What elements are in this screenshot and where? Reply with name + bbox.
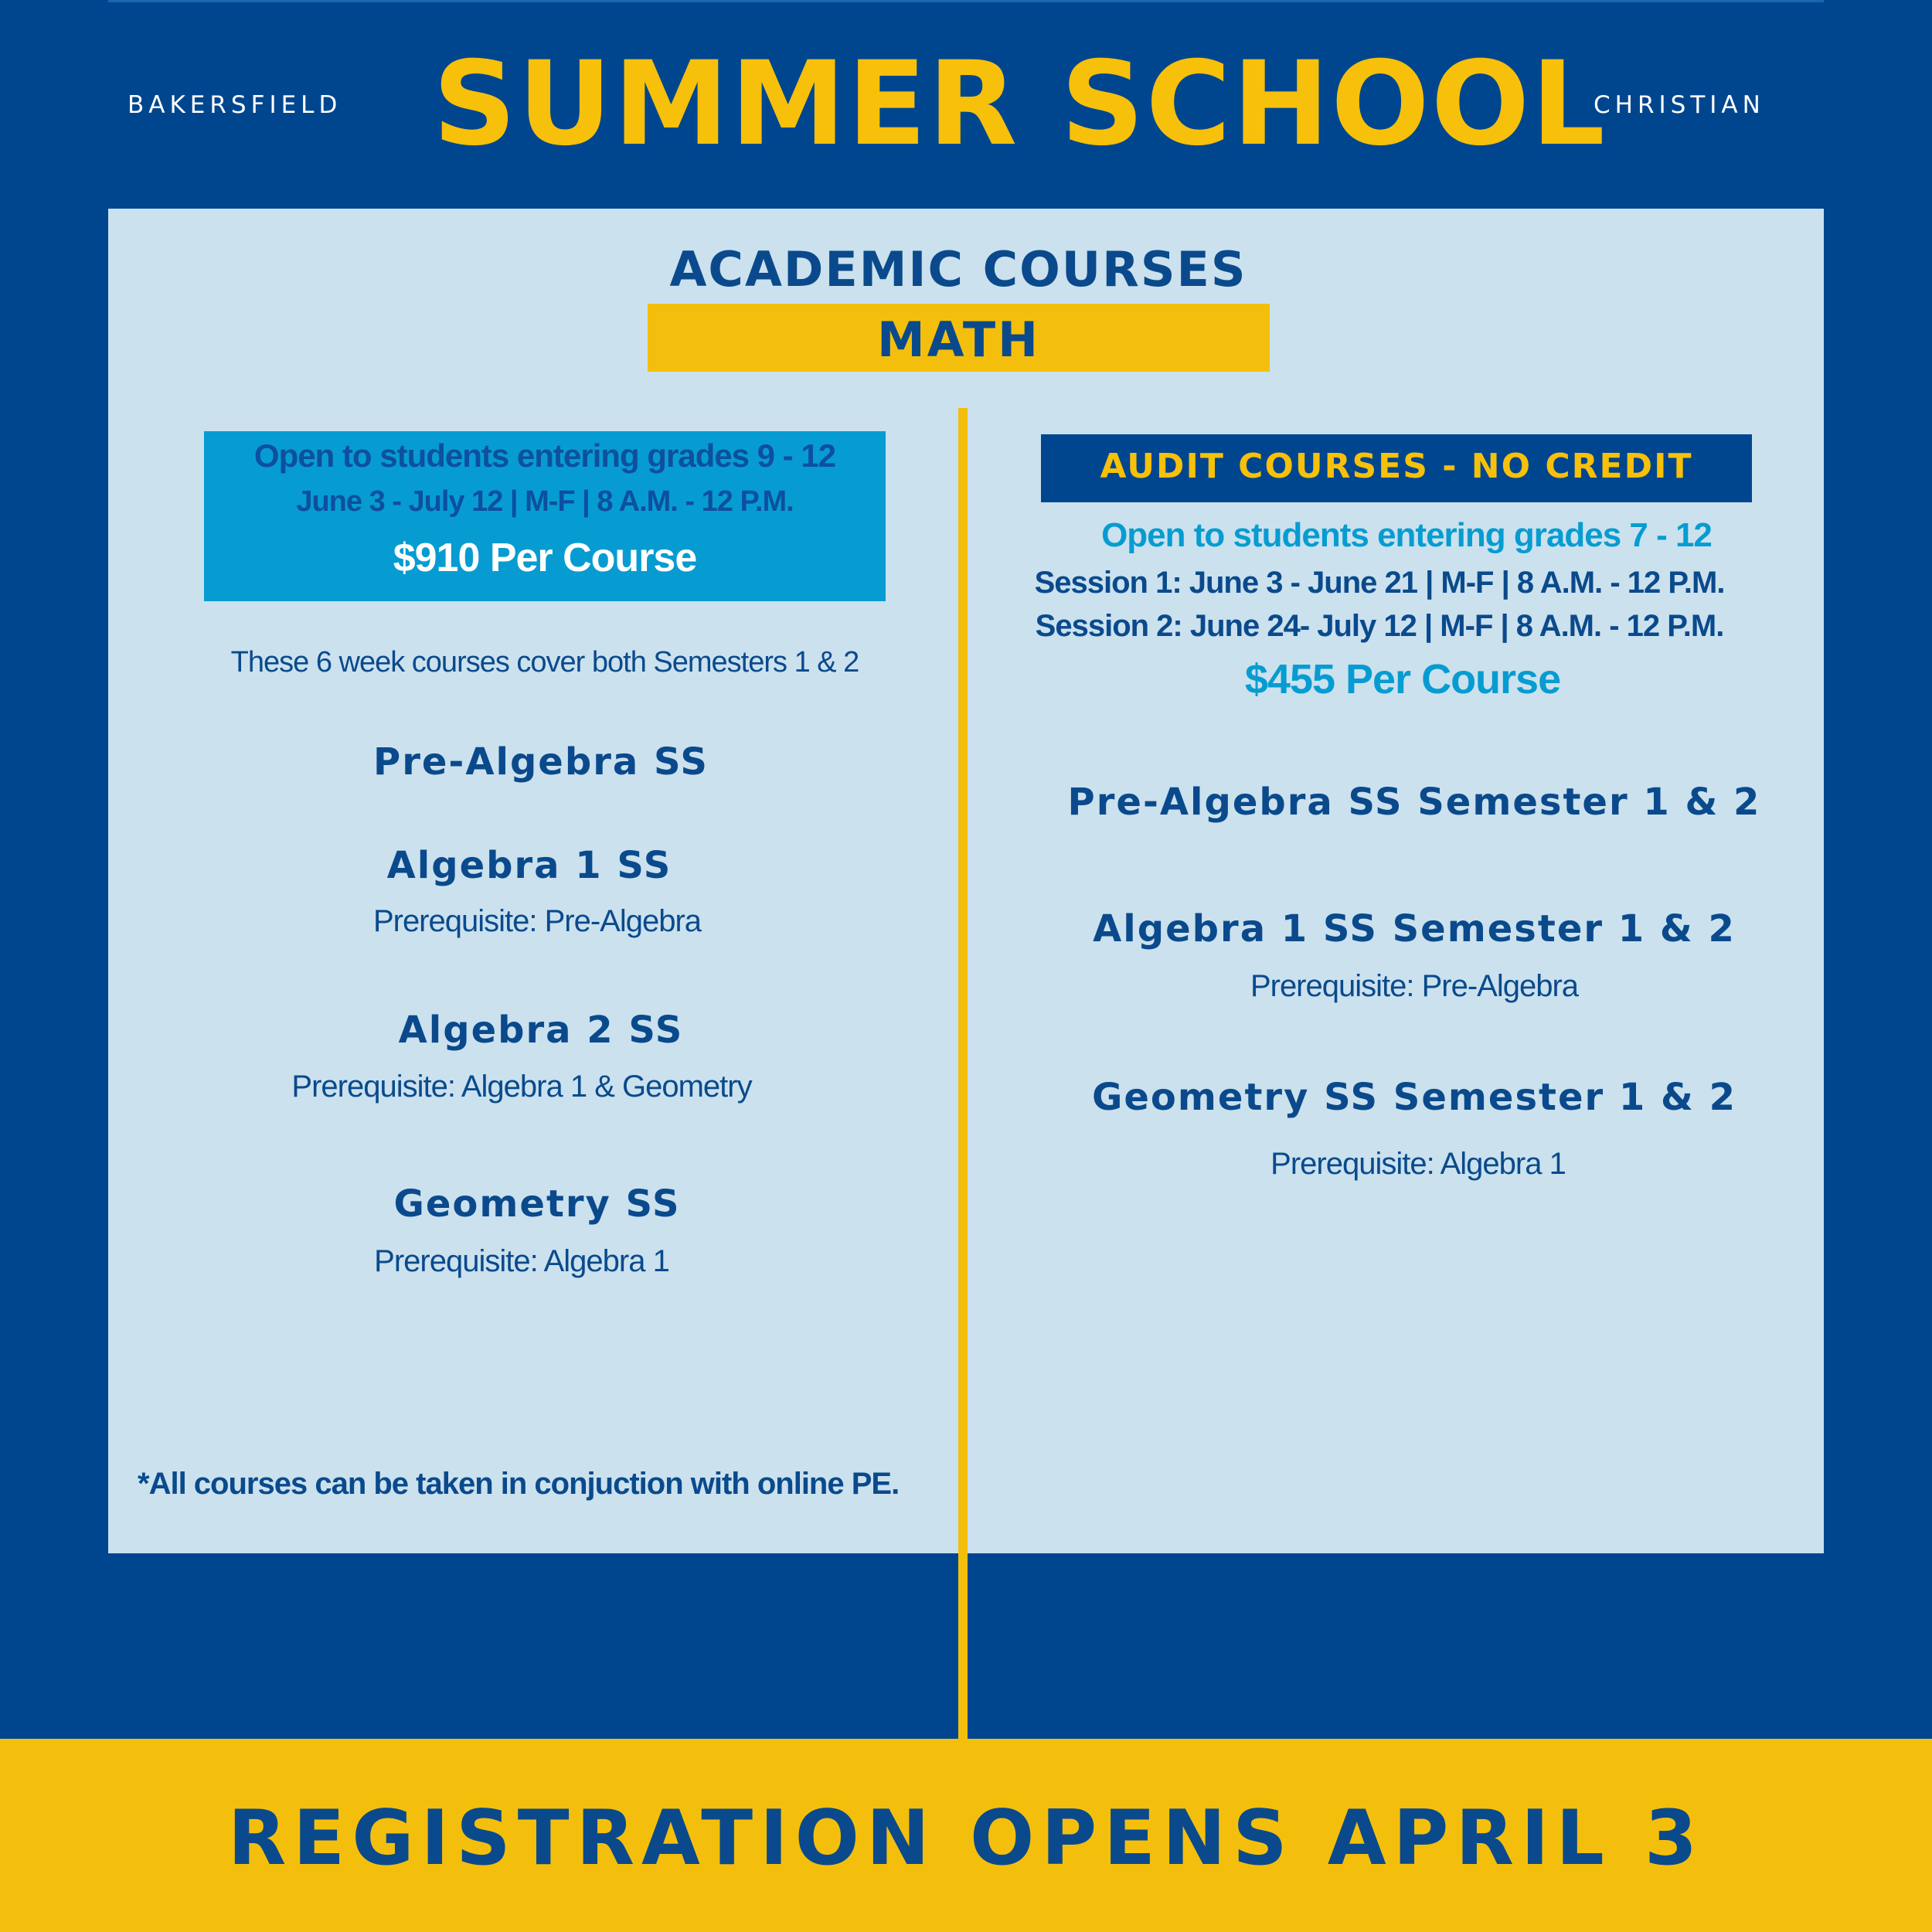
left-course-title: Geometry SS: [393, 1182, 681, 1226]
right-course-prereq: Prerequisite: Algebra 1: [1270, 1147, 1566, 1181]
page-title: SUMMER SCHOOL: [433, 37, 1607, 172]
left-course-prereq: Prerequisite: Algebra 1 & Geometry: [291, 1070, 752, 1104]
left-course-prereq: Prerequisite: Pre-Algebra: [372, 904, 702, 938]
top-border-line: [108, 0, 1824, 2]
subject-label: MATH: [876, 311, 1041, 368]
audit-session2-text: Session 2: June 24- July 12 | M-F | 8 A.M. - 12 P.M.: [1035, 609, 1724, 643]
audit-price: $455 Per Course: [1244, 656, 1561, 702]
right-course-title: Geometry SS Semester 1 & 2: [1091, 1076, 1737, 1119]
footnote-text: *All courses can be taken in conjuction with online PE.: [138, 1467, 900, 1501]
audit-session1-text: Session 1: June 3 - June 21 | M-F | 8 A.M. - 12 P.M.: [1034, 566, 1725, 600]
credit-schedule-text: June 3 - July 12 | M-F | 8 A.M. - 12 P.M.: [296, 485, 794, 518]
brand-left-text: BAKERSFIELD: [128, 91, 342, 119]
right-course-prereq: Prerequisite: Pre-Algebra: [1250, 969, 1579, 1003]
section-heading: ACADEMIC COURSES: [669, 241, 1247, 298]
credit-price: $910 Per Course: [393, 536, 697, 580]
credit-grades-text: Open to students entering grades 9 - 12: [253, 437, 836, 474]
left-course-title: Pre-Algebra SS: [373, 740, 709, 784]
registration-text: REGISTRATION OPENS APRIL 3: [227, 1794, 1705, 1883]
credit-description: These 6 week courses cover both Semesters 1 & 2: [230, 646, 859, 679]
brand-right-text: CHRISTIAN: [1594, 91, 1765, 119]
left-course-title: Algebra 2 SS: [398, 1009, 684, 1052]
left-course-prereq: Prerequisite: Algebra 1: [374, 1244, 669, 1278]
audit-banner-label: AUDIT COURSES - NO CREDIT: [1100, 447, 1693, 486]
left-course-title: Algebra 1 SS: [386, 844, 672, 887]
right-course-title: Algebra 1 SS Semester 1 & 2: [1093, 907, 1736, 951]
audit-grades-text: Open to students entering grades 7 - 12: [1101, 516, 1712, 554]
column-divider: [958, 408, 968, 1739]
right-course-title: Pre-Algebra SS Semester 1 & 2: [1067, 781, 1761, 824]
